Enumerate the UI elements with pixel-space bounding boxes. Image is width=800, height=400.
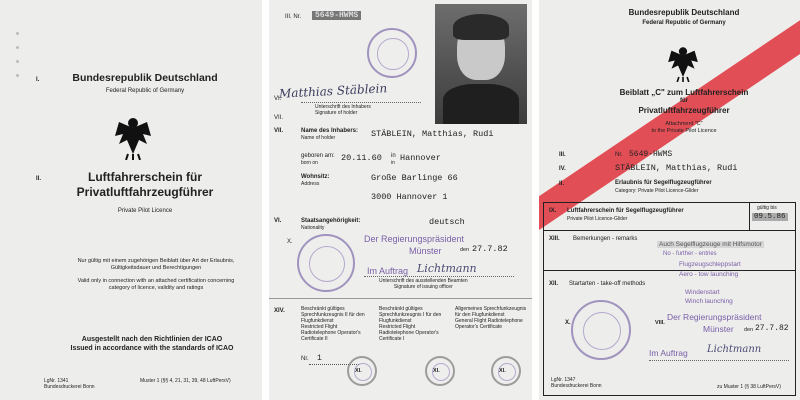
holder-name-value: STÄBLEIN, Matthias, Rudi <box>371 129 494 139</box>
official-signature: Lichtmann <box>707 344 762 355</box>
column-stamp <box>347 356 377 386</box>
certificate-number-label: Nr. <box>301 356 309 362</box>
licence-title <box>50 170 240 200</box>
issuing-city: Münster <box>409 246 442 256</box>
launch-method-entry: Windenstart <box>685 289 720 296</box>
official-stamp <box>367 28 417 78</box>
attachment-title-en-line-1: Attachment "C" <box>665 121 703 127</box>
row-number: XII. <box>549 281 559 287</box>
ratings-table <box>543 202 796 396</box>
official-signature-line <box>649 360 789 361</box>
issuer-caption-de: Unterschrift des ausstellenden Beamten <box>379 278 468 284</box>
radio-certificate-ii: Beschränkt gültiges Sprechfunkzeugnis II für den Flugfunkdienst Restricted Flight Radiotelephone Operator's Certificate II <box>301 306 365 342</box>
row-number: II. <box>559 181 565 187</box>
country-title: Bundesrepublik Deutschland <box>72 72 218 84</box>
attachment-title-line-2: für <box>680 98 688 105</box>
address-street-value: Große Barlinge 66 <box>371 173 458 183</box>
table-divider <box>543 270 796 271</box>
licence-title-en: Private Pilot Licence <box>117 208 173 214</box>
signature-caption-en: Signature of holder <box>315 110 358 116</box>
row-number: IV. <box>559 166 566 172</box>
issuer-caption-en: Signature of issuing officer <box>393 284 453 290</box>
signature-caption-de: Unterschrift des Inhabers <box>315 104 371 110</box>
official-stamp <box>571 300 631 360</box>
table-divider <box>749 202 750 230</box>
attachment-title-en <box>599 121 769 134</box>
print-reference <box>44 378 95 390</box>
remark-entry: No - further - entries <box>663 251 717 257</box>
issue-date-value: 27.7.82 <box>472 244 508 254</box>
form-reference: Muster 1 (§§ 4, 21, 31, 39, 48 LuftPersV) <box>140 378 231 384</box>
nationality-value: deutsch <box>429 217 465 227</box>
signature-line <box>301 102 421 103</box>
on-behalf-label: Im Auftrag <box>649 348 688 358</box>
remark-entry: Auch Segelflugzeuge mit Hilfsmotor <box>659 241 762 248</box>
section-number: I. <box>36 77 40 83</box>
validity-note-de: Nur gültig mit einem zugehörigen Beiblatt über Art der Erlaubnis, Gültigkeitsdauer und Berechtigungen <box>77 258 235 271</box>
official-signature-line <box>364 276 514 277</box>
country-subtitle: Federal Republic of Germany <box>642 20 726 26</box>
row-number: XI. <box>355 368 362 374</box>
born-in-label-de: in <box>391 153 396 159</box>
birth-place-value: Hannover <box>400 153 441 163</box>
signature-caption <box>315 104 371 116</box>
row-number: VII. <box>274 128 284 134</box>
address-label-de: Wohnsitz: <box>301 174 330 180</box>
punch-hole <box>16 46 19 49</box>
valid-until-label: gültig bis <box>757 205 777 211</box>
attachment-title <box>599 88 769 117</box>
column-stamp <box>425 356 455 386</box>
row-number: VI. <box>274 218 282 224</box>
issuing-authority: Der Regierungspräsident <box>364 234 465 244</box>
nationality-label-en: Nationality <box>301 225 325 232</box>
radio-certificate-general: Allgemeines Sprechfunkzeugnis für den Flugfunkdienst General Flight Radiotelephone Operator's Certificate <box>455 306 527 330</box>
licence-number-label: Nr. <box>615 152 623 158</box>
licence-cover-page <box>0 0 262 400</box>
certificate-number-value: 1 <box>317 354 322 363</box>
row-number: IX. <box>549 208 557 214</box>
row-number: XI. <box>499 368 506 374</box>
table-divider <box>543 230 796 231</box>
born-label <box>301 153 335 166</box>
name-label-en: Name of holder <box>301 135 336 142</box>
holder-photo <box>435 4 527 124</box>
glider-licence-label-en: Private Pilot Licence-Glider <box>567 216 628 222</box>
punch-hole <box>16 74 19 77</box>
country-subtitle: Federal Republic of Germany <box>105 88 185 94</box>
born-label-en: born on <box>301 160 318 167</box>
printer-name: Bundesdruckerei Bonn <box>44 384 95 390</box>
row-number: XIV. <box>274 308 285 314</box>
section-number: II. <box>36 176 42 182</box>
date-prefix: den <box>744 327 754 333</box>
issuing-authority: Der Regierungspräsident <box>667 312 762 322</box>
address-label <box>301 174 330 187</box>
birth-date-value: 20.11.60 <box>341 153 382 163</box>
radio-certificate-i: Beschränkt gültiges Sprechfunkzeugnis I für den Flugfunkdienst Restricted Flight Radiotelephone Operator's Certificate I <box>379 306 442 342</box>
holder-name-value: STÄBLEIN, Matthias, Rudi <box>615 163 738 173</box>
row-number: VII. <box>274 115 284 121</box>
validity-note-en: Valid only in connection with an attached certification concerning category of licence, validity and ratings <box>77 278 235 291</box>
issuer-caption <box>379 278 468 290</box>
remark-entry: Aero - tow launching <box>679 271 739 278</box>
licence-number-label: III. Nr. <box>285 14 302 20</box>
official-stamp <box>297 234 355 292</box>
row-number: VIII. <box>655 320 665 326</box>
valid-until-value: 09.5.86 <box>754 213 786 221</box>
attachment-title-line-1: Beiblatt „C" zum Luftfahrerschein <box>619 88 749 97</box>
row-number: XI. <box>433 368 440 374</box>
launch-method-entry: Winch launching <box>685 298 733 305</box>
punch-hole <box>16 60 19 63</box>
glider-licence-label: Luftfahrerschein für Segelflugzeugführer <box>567 208 684 214</box>
launch-methods-label: Startarten - take-off methods <box>569 281 646 287</box>
remark-entry: Flugzeugschleppstart <box>679 261 741 268</box>
address-city-value: 3000 Hannover 1 <box>371 192 448 202</box>
born-label-de: geboren am: <box>301 153 335 159</box>
country-title: Bundesrepublik Deutschland <box>628 8 740 17</box>
permit-category: Category: Private Pilot Licence-Glider <box>615 188 699 194</box>
form-reference: zu Muster 1 (§ 38 LuftPersV) <box>717 384 781 390</box>
section-divider <box>269 298 532 299</box>
row-number: X. <box>565 320 571 326</box>
print-reference <box>551 377 602 389</box>
attachment-title-line-3: Privatluftfahrzeugführer <box>638 106 730 116</box>
licence-title-line-1: Luftfahrerschein für <box>87 170 202 184</box>
on-behalf-label: Im Auftrag <box>367 266 409 276</box>
row-number: XIII. <box>549 236 560 242</box>
remarks-label: Bemerkungen - remarks <box>573 236 638 242</box>
federal-eagle-icon <box>113 114 153 160</box>
licence-title-line-2: Privatluftfahrzeugführer <box>76 185 214 199</box>
icao-statement-de: Ausgestellt nach den Richtlinien der ICAO <box>81 336 223 343</box>
photo-hair <box>453 14 509 40</box>
nationality-label <box>301 218 360 231</box>
row-number: X. <box>287 239 293 245</box>
printer-name: Bundesdruckerei Bonn <box>551 383 602 389</box>
column-stamp <box>491 356 521 386</box>
name-label-de: Name des Inhabers: <box>301 128 359 134</box>
issue-date-value: 27.7.82 <box>755 324 789 333</box>
punch-hole <box>16 32 19 35</box>
licence-number-value: 5649-HWMS <box>629 150 673 159</box>
date-prefix: den <box>460 247 470 253</box>
issuing-city: Münster <box>703 324 734 334</box>
born-in-label-en: in <box>391 160 395 167</box>
attachment-title-en-line-2: to the Private Pilot Licence <box>651 127 717 134</box>
row-number: VI. <box>274 96 282 102</box>
holder-signature: Matthias Stäblein <box>278 81 388 101</box>
federal-eagle-icon <box>666 44 700 82</box>
print-number: LgNr. 1341 <box>44 378 69 384</box>
permit-type: Erlaubnis für Segelflugzeugführer <box>615 180 712 186</box>
licence-details-page <box>269 0 532 400</box>
photo-shoulders <box>443 84 519 124</box>
attachment-c-page <box>539 0 800 400</box>
nationality-label-de: Staatsangehörigkeit: <box>301 218 361 224</box>
born-in-label <box>391 153 396 166</box>
licence-number-value: 5649-HWMS <box>312 11 361 20</box>
address-label-en: Address <box>301 181 320 188</box>
official-signature: Lichtmann <box>417 262 477 275</box>
print-number: LgNr. 1347 <box>551 377 576 383</box>
icao-statement <box>52 335 252 354</box>
icao-statement-en: Issued in accordance with the standards of ICAO <box>70 345 234 353</box>
row-number: III. <box>559 152 566 158</box>
name-label <box>301 128 358 141</box>
